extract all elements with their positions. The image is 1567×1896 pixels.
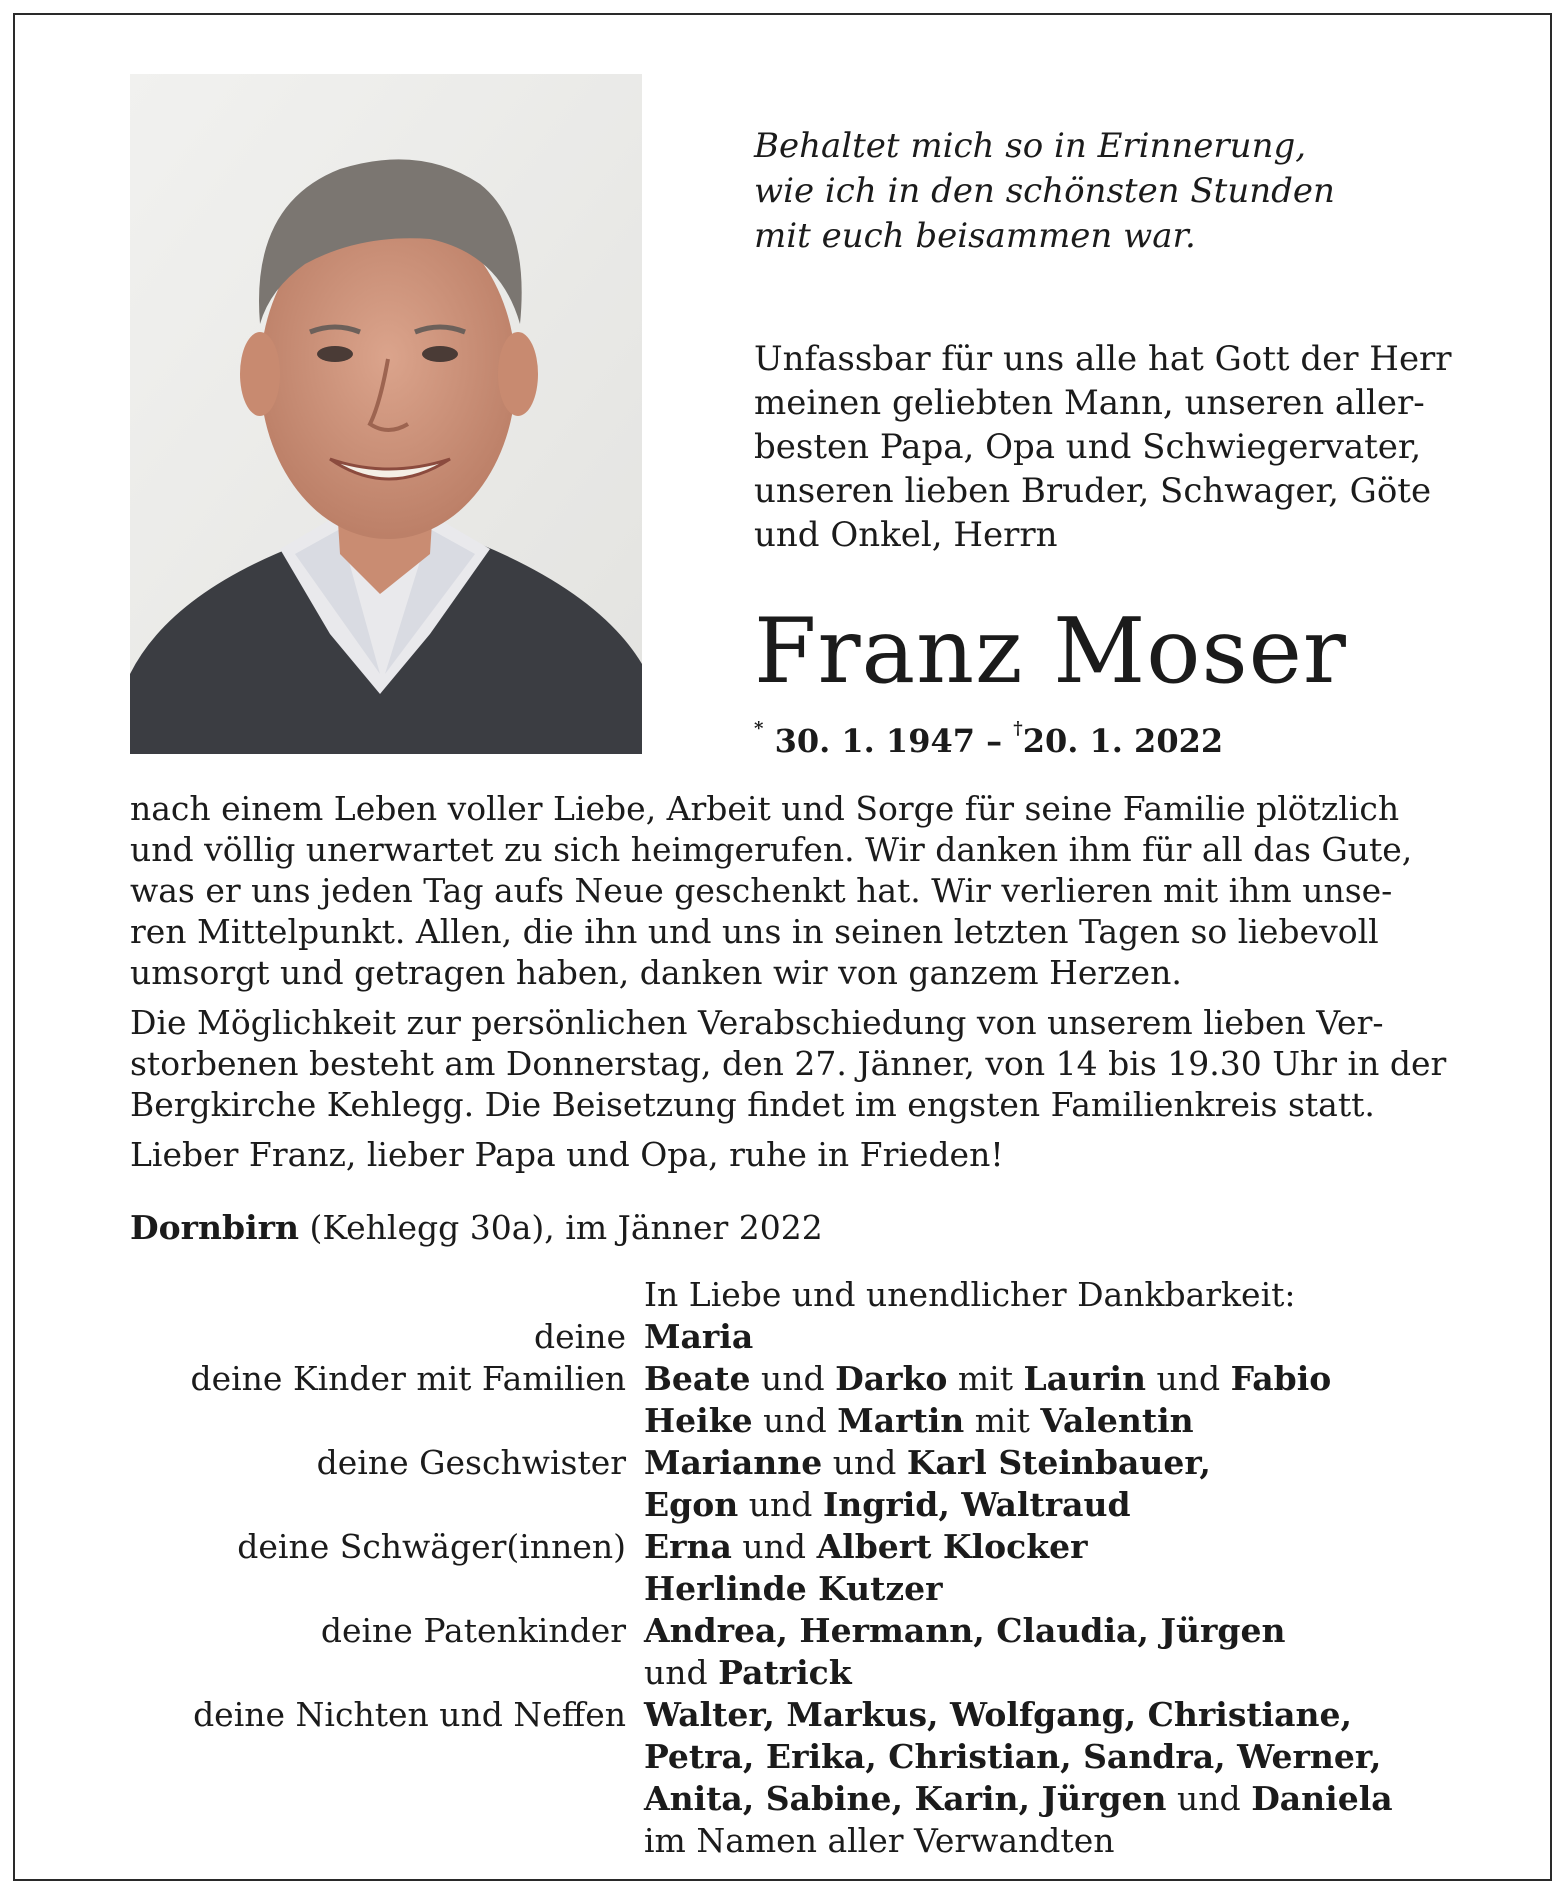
mourner-name: Ingrid, Waltraud: [822, 1485, 1131, 1524]
mourner-name: Heike: [644, 1401, 753, 1440]
body-line: Die Möglichkeit zur persönlichen Verabschiedung von unserem lieben Ver-: [130, 1003, 1384, 1042]
quote-line: wie ich in den schönsten Stunden: [754, 171, 1335, 211]
memorial-quote: [754, 124, 1454, 259]
mourner-name: Albert Klocker: [816, 1527, 1088, 1566]
mourners-heading: In Liebe und unendlicher Dankbarkeit:: [644, 1275, 1296, 1314]
conjunction: mit: [957, 1359, 1014, 1398]
conjunction: und: [644, 1653, 708, 1692]
body-line: nach einem Leben voller Liebe, Arbeit und Sorge für seine Familie plötzlich: [130, 789, 1400, 828]
mourner-name: Marianne: [644, 1443, 823, 1482]
conjunction: mit: [974, 1401, 1030, 1440]
mourner-role: deine Schwäger(innen): [237, 1527, 626, 1566]
location-city: Dornbirn: [130, 1208, 299, 1247]
birth-mark: *: [754, 718, 764, 739]
conjunction: und: [1156, 1359, 1221, 1398]
closing-line: im Namen aller Verwandten: [644, 1821, 1115, 1860]
mourner-name: Patrick: [718, 1653, 852, 1692]
mourner-name: Fabio: [1230, 1359, 1332, 1398]
mourner-row-siblings-2: [130, 1484, 1420, 1526]
intro-line: und Onkel, Herrn: [754, 515, 1058, 555]
body-line: was er uns jeden Tag aufs Neue geschenkt hat. Wir verlieren mit ihm unse-: [130, 871, 1393, 910]
mourner-row-nieces: [130, 1694, 1420, 1736]
location-detail: (Kehlegg 30a), im Jänner 2022: [309, 1208, 823, 1247]
body-paragraph-1: [130, 788, 1413, 993]
mourner-role: deine: [534, 1317, 626, 1356]
farewell-line: Lieber Franz, lieber Papa und Opa, ruhe in Frieden!: [130, 1135, 1004, 1174]
body-line: ren Mittelpunkt. Allen, die ihn und uns in seinen letzten Tagen so liebevoll: [130, 912, 1379, 951]
location-line: [130, 1208, 823, 1247]
mourner-row-siblings: [130, 1442, 1420, 1484]
mourner-name: Daniela: [1251, 1779, 1393, 1818]
mourner-name: Martin: [837, 1401, 965, 1440]
body-line: Bergkirche Kehlegg. Die Beisetzung findet im engsten Familienkreis statt.: [130, 1085, 1375, 1124]
quote-line: Behaltet mich so in Erinnerung,: [754, 126, 1307, 166]
body-paragraph-2: [130, 1002, 1447, 1125]
deceased-name: Franz Moser: [754, 599, 1347, 704]
mourner-name: Darko: [835, 1359, 948, 1398]
conjunction: und: [763, 1401, 827, 1440]
intro-line: besten Papa, Opa und Schwiegervater,: [754, 427, 1422, 467]
death-date: 20. 1. 2022: [1022, 722, 1224, 760]
mourner-name: Laurin: [1023, 1359, 1147, 1398]
mourner-name: Egon: [644, 1485, 739, 1524]
mourner-row-godchildren-2: [130, 1652, 1420, 1694]
mourners-list: [130, 1274, 1420, 1862]
conjunction: und: [832, 1443, 897, 1482]
mourner-row-nieces-3: [130, 1778, 1420, 1820]
mourner-name: Maria: [644, 1317, 754, 1356]
death-mark: †: [1013, 718, 1023, 739]
mourner-row-nieces-2: [130, 1736, 1420, 1778]
quote-line: mit euch beisammen war.: [754, 216, 1196, 256]
conjunction: und: [1177, 1779, 1241, 1818]
mourner-name: Walter, Markus, Wolfgang, Christiane,: [644, 1695, 1353, 1734]
date-separator: –: [986, 722, 1003, 760]
conjunction: und: [742, 1527, 807, 1566]
portrait-photo: [130, 74, 642, 754]
mourner-name: Anita, Sabine, Karin, Jürgen: [644, 1779, 1167, 1818]
mourner-role: deine Geschwister: [316, 1443, 626, 1482]
mourner-name: Valentin: [1040, 1401, 1194, 1440]
intro-line: unseren lieben Bruder, Schwager, Göte: [754, 471, 1432, 511]
intro-line: meinen geliebten Mann, unseren aller-: [754, 383, 1425, 423]
mourner-name: Beate: [644, 1359, 751, 1398]
birth-date: 30. 1. 1947: [774, 722, 975, 760]
mourner-name: Andrea, Hermann, Claudia, Jürgen: [644, 1611, 1286, 1650]
mourner-name: Petra, Erika, Christian, Sandra, Werner,: [644, 1737, 1382, 1776]
mourner-row-godchildren: [130, 1610, 1420, 1652]
intro-line: Unfassbar für uns alle hat Gott der Herr: [754, 339, 1452, 379]
mourner-row-children-2: [130, 1400, 1420, 1442]
mourner-row-inlaws-2: [130, 1568, 1420, 1610]
conjunction: und: [748, 1485, 813, 1524]
announcement-intro: [754, 337, 1454, 557]
mourner-row-children: [130, 1358, 1420, 1400]
life-dates: [754, 718, 1224, 760]
announcement-body: [130, 788, 1447, 1184]
conjunction: und: [761, 1359, 825, 1398]
mourner-name: Karl Steinbauer,: [906, 1443, 1211, 1482]
body-line: umsorgt und getragen haben, danken wir von ganzem Herzen.: [130, 953, 1182, 992]
mourner-row-wife: [130, 1316, 1420, 1358]
body-line: und völlig unerwartet zu sich heimgerufen. Wir danken ihm für all das Gute,: [130, 830, 1413, 869]
body-line: storbenen besteht am Donnerstag, den 27. Jänner, von 14 bis 19.30 Uhr in der: [130, 1044, 1447, 1083]
mourner-row-closing: [130, 1820, 1420, 1862]
mourner-role: deine Patenkinder: [320, 1611, 626, 1650]
mourner-row-inlaws: [130, 1526, 1420, 1568]
mourner-name: Erna: [644, 1527, 732, 1566]
mourner-name: Herlinde Kutzer: [644, 1569, 943, 1608]
mourner-role: deine Nichten und Neffen: [193, 1695, 626, 1734]
mourner-role: deine Kinder mit Familien: [190, 1359, 626, 1398]
